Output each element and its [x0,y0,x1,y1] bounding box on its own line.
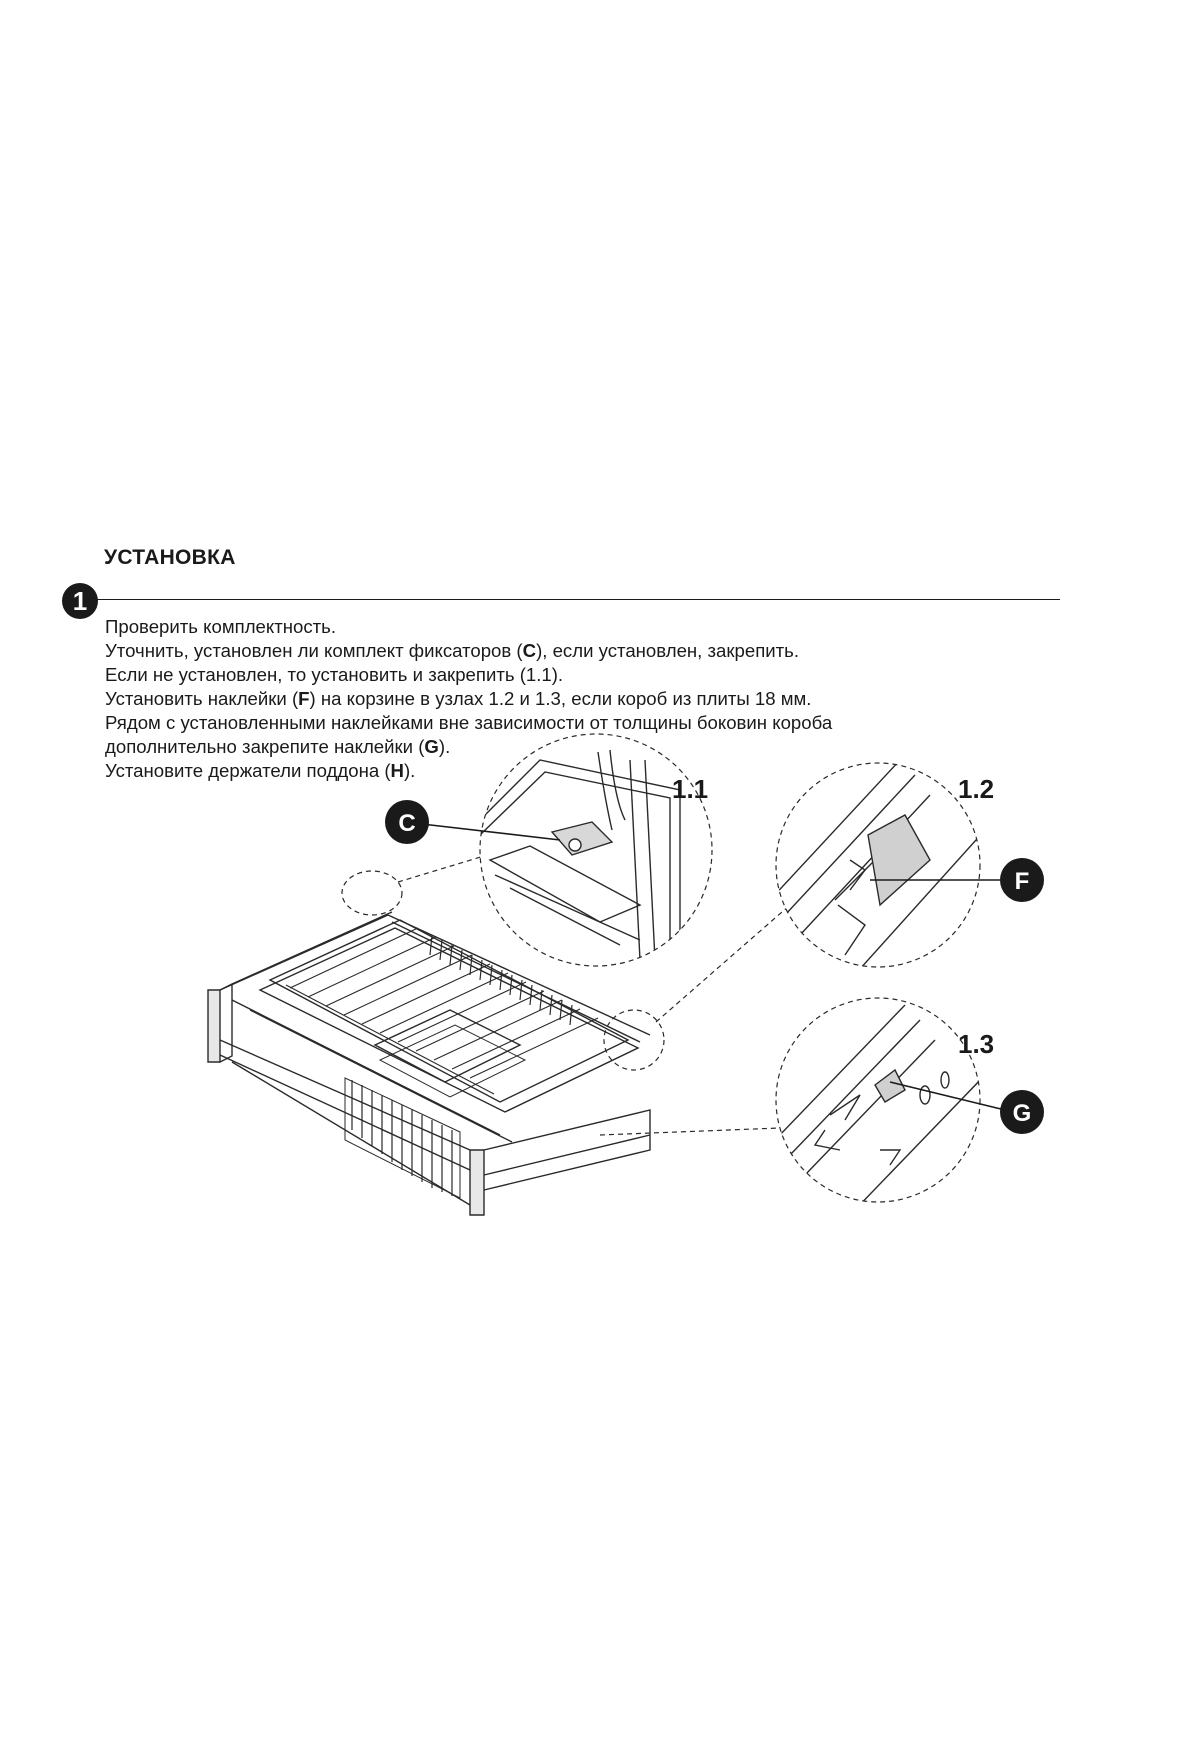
part-key-h: H [390,760,404,781]
callout-f-text: F [1014,868,1030,895]
part-key-c: C [522,640,537,661]
part-key-f: F [298,688,310,709]
callout-g-text: G [1012,1100,1032,1127]
instruction-text: ), если установлен, закрепить. [536,640,800,661]
instruction-text: ) на корзине в узлах 1.2 и 1.3, если короб из плиты 18 мм. [309,688,812,709]
part-key-g: G [424,736,439,757]
instruction-text: Если не установлен, то установить и закрепить (1.1). [105,664,564,685]
section-title: УСТАНОВКА [104,546,236,569]
instruction-text: дополнительно закрепите наклейки ( [105,736,425,757]
instruction-text: Установить наклейки ( [105,688,299,709]
callout-marker-f [1000,858,1044,902]
instruction-text: Уточнить, установлен ли комплект фиксаторов ( [105,640,523,661]
instruction-text: Проверить комплектность. [105,616,337,637]
callout-c-text: C [398,810,416,837]
detail-label-1-3: 1.3 [958,1029,995,1059]
instruction-text: Рядом с установленными наклейками вне зависимости от толщины боковин короба [105,712,833,733]
detail-1-3 [775,998,985,1215]
instruction-text: ). [438,736,451,757]
callout-marker-c [385,800,429,844]
instruction-text: ). [403,760,416,781]
detail-label-1-2: 1.2 [958,774,995,804]
step-number-badge: 1 [62,583,98,619]
detail-label-1-1: 1.1 [672,774,709,804]
detail-1-1 [470,734,712,966]
instruction-text: Установите держатели поддона ( [105,760,391,781]
detail-1-2 [770,760,985,980]
callout-marker-g [1000,1090,1044,1134]
